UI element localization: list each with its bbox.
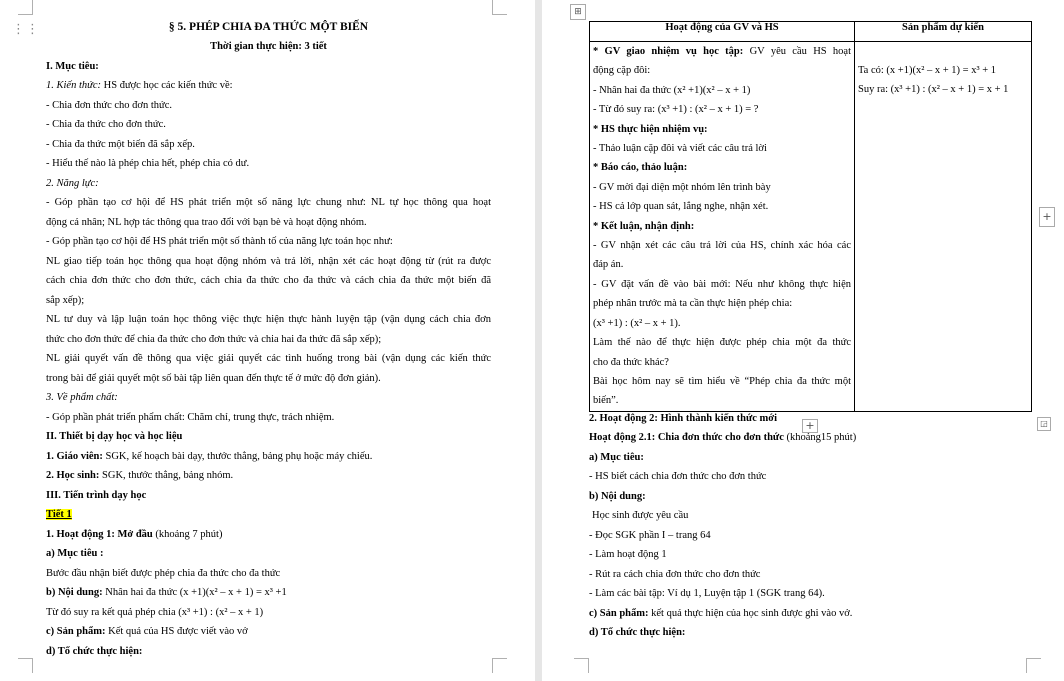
cell-line: - Thảo luận cặp đôi và viết các câu trả lời	[593, 143, 767, 155]
subheading: 3. Về phẩm chất:	[46, 392, 118, 403]
paragraph: c) Sản phẩm: kết quả thực hiện của học sinh được ghi vào vở.	[589, 608, 853, 619]
drag-handle-icon[interactable]: ⋮⋮	[12, 22, 40, 37]
cell-line: - GV nhận xét các câu trả lời của HS, chính xác hóa các	[593, 240, 851, 252]
lesson-activity-table	[589, 21, 1032, 412]
paragraph: - Rút ra cách chia đơn thức cho đơn thức	[589, 569, 761, 580]
add-row-icon[interactable]: +	[802, 419, 818, 433]
cell-line: - GV đặt vấn đề vào bài mới: Nếu như không thực hiện	[593, 278, 851, 290]
duration: Thời gian thực hiện: 3 tiết	[210, 41, 327, 52]
cell-line: - Từ đó suy ra: (x³ +1) : (x² – x + 1) = ?	[593, 104, 759, 116]
section-heading: I. Mục tiêu:	[46, 61, 99, 72]
subheading: d) Tổ chức thực hiện:	[589, 627, 686, 638]
paragraph: - Chia đa thức cho đơn thức.	[46, 119, 166, 130]
paragraph: c) Sản phẩm: Kết quả của HS được viết vào vở	[46, 626, 248, 637]
paragraph: trong bài để giải quyết một số bài tập liên quan đến thực tế ở mức độ đơn giản).	[46, 373, 381, 384]
activity-cell	[590, 42, 855, 412]
paragraph: NL giao tiếp toán học thông qua hoạt động nhóm và trả lời, nhận xét các hoạt động từ (rút ra được	[46, 256, 491, 267]
subheading: a) Mục tiêu:	[589, 452, 644, 463]
cell-line: (x³ +1) : (x² – x + 1).	[593, 317, 681, 329]
cell-line: * HS thực hiện nhiệm vụ:	[593, 123, 708, 135]
margin-corner-marker	[492, 658, 507, 673]
paragraph: NL giải quyết vấn đề thông qua việc giải quyết các tình huống trong bài (vận dụng các kiến thức	[46, 353, 491, 364]
subheading: 1. Kiến thức:	[46, 80, 102, 91]
cell-line: - GV mời đại diện một nhóm lên trình bày	[593, 181, 771, 193]
cell-line: động cặp đôi:	[593, 65, 651, 77]
paragraph: - Làm hoạt động 1	[589, 549, 667, 560]
paragraph: động cá nhân; NL hợp tác thông qua trao đổi với bạn bè và hoạt động nhóm.	[46, 217, 367, 228]
section-heading: III. Tiến trình dạy học	[46, 490, 147, 501]
table-move-handle-icon[interactable]: ⊞	[570, 4, 586, 20]
cell-line: - Nhân hai đa thức (x² +1)(x² – x + 1)	[593, 84, 751, 96]
paragraph: 1. Kiến thức: HS được học các kiến thức về:	[46, 80, 233, 91]
subheading: 2. Năng lực:	[46, 178, 99, 189]
cell-line: - HS cả lớp quan sát, lắng nghe, nhận xét.	[593, 201, 769, 213]
cell-line: Ta có: (x +1)(x² – x + 1) = x³ + 1	[858, 65, 997, 76]
paragraph: sắp xếp);	[46, 295, 85, 306]
cell-line: * Báo cáo, thảo luận:	[593, 162, 688, 174]
paragraph: Hoạt động 2.1: Chia đơn thức cho đơn thức (khoảng15 phút)	[589, 432, 857, 443]
subheading: b) Nội dung:	[589, 491, 646, 502]
paragraph: - Chia đa thức một biến đã sắp xếp.	[46, 139, 195, 150]
margin-corner-marker	[492, 0, 507, 15]
section-heading: 2. Hoạt động 2: Hình thành kiến thức mới	[589, 413, 778, 424]
paragraph: thức cho đơn thức để chia đa thức cho đơn thức và chia hai đa thức đã sắp xếp);	[46, 334, 382, 345]
margin-corner-marker	[18, 0, 33, 15]
lesson-label: Tiết 1	[46, 509, 72, 520]
paragraph: cách chia đơn thức cho đơn thức, cách chia đa thức cho đa thức và cách chia đa thức một biến đã	[46, 275, 491, 286]
paragraph: - Làm các bài tập: Ví dụ 1, Luyện tập 1 (SGK trang 64).	[589, 588, 825, 599]
cell-line: Làm thế nào để thực hiện được phép chia một đa thức	[593, 337, 851, 349]
section-heading: II. Thiết bị dạy học và học liệu	[46, 431, 183, 442]
paragraph: Từ đó suy ra kết quả phép chia (x³ +1) : (x² – x + 1)	[46, 607, 264, 618]
margin-corner-marker	[18, 658, 33, 673]
paragraph: - Chia đơn thức cho đơn thức.	[46, 100, 173, 111]
paragraph: - Góp phần tạo cơ hội để HS phát triển một số năng lực chung như: NL tự học thông qua hoạt	[46, 197, 491, 208]
margin-corner-marker	[574, 658, 589, 673]
cell-line: * GV giao nhiệm vụ học tập: GV yêu cầu HS hoạt	[593, 46, 851, 57]
paragraph: b) Nội dung: Nhân hai đa thức (x +1)(x² – x + 1) = x³ +1	[46, 587, 287, 598]
cell-line: đáp án.	[593, 259, 624, 271]
table-header: Hoạt động của GV và HS	[590, 22, 855, 42]
table-resize-handle-icon[interactable]: ◲	[1037, 417, 1051, 431]
paragraph: 1. Hoạt động 1: Mở đầu (khoảng 7 phút)	[46, 529, 223, 540]
add-column-icon[interactable]: +	[1039, 207, 1055, 227]
cell-line: * Kết luận, nhận định:	[593, 220, 695, 232]
product-cell	[855, 42, 1032, 412]
subheading: a) Mục tiêu :	[46, 548, 104, 559]
margin-corner-marker	[1026, 658, 1041, 673]
paragraph: Học sinh được yêu cầu	[592, 510, 689, 521]
subheading: d) Tổ chức thực hiện:	[46, 646, 143, 657]
cell-line: Suy ra: (x³ +1) : (x² – x + 1) = x + 1	[858, 84, 1009, 96]
cell-line: phép nhân trước mà ta cần thực hiện phép chia:	[593, 298, 793, 310]
cell-line: cho đa thức khác?	[593, 356, 669, 368]
paragraph: - Góp phần tạo cơ hội để HS phát triển một số thành tố của năng lực toán học như:	[46, 236, 393, 247]
paragraph: Bước đầu nhận biết được phép chia đa thức cho đa thức	[46, 568, 281, 579]
paragraph: - Góp phần phát triển phẩm chất: Chăm chỉ, trung thực, trách nhiệm.	[46, 412, 335, 423]
paragraph: NL tư duy và lập luận toán học thông việc thực hiện thực hành luyện tập (vận dụng cách chia đơn	[46, 314, 491, 325]
paragraph: - Đọc SGK phần I – trang 64	[589, 530, 711, 541]
paragraph: 1. Giáo viên: SGK, kế hoạch bài dạy, thước thẳng, bảng phụ hoặc máy chiếu.	[46, 451, 373, 462]
paragraph: - Hiểu thế nào là phép chia hết, phép chia có dư.	[46, 158, 250, 169]
document-title: § 5. PHÉP CHIA ĐA THỨC MỘT BIẾN	[168, 21, 369, 33]
cell-line: biến”.	[593, 395, 619, 407]
cell-line: Bài học hôm nay sẽ tìm hiểu về “Phép chia đa thức một	[593, 375, 851, 387]
table-header: Sản phẩm dự kiến	[855, 22, 1032, 42]
paragraph: 2. Học sinh: SGK, thước thẳng, bảng nhóm.	[46, 470, 234, 481]
paragraph: - HS biết cách chia đơn thức cho đơn thức	[589, 471, 767, 482]
